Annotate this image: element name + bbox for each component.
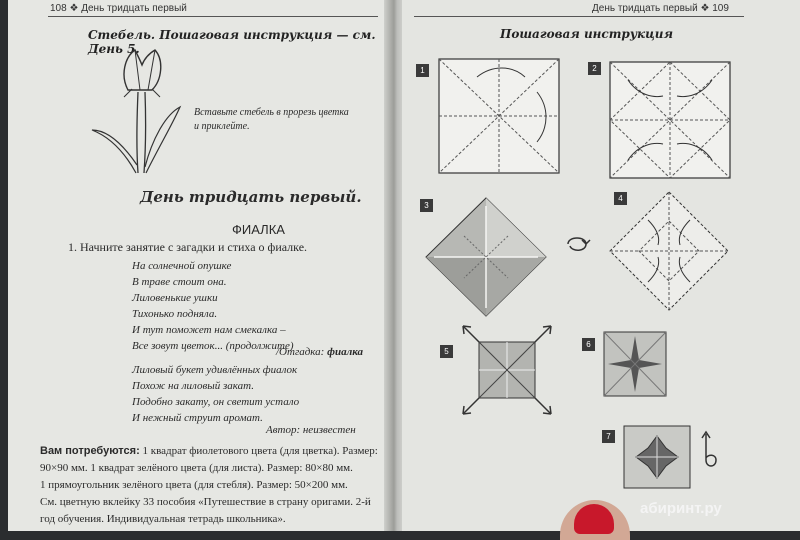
materials-line: год обучения. Индивидуальная тетрадь школьника».: [40, 513, 286, 525]
materials-line: См. цветную вклейку 33 пособия «Путешествие в страну оригами. 2-й: [40, 496, 371, 508]
step-number: 2: [588, 62, 601, 75]
stem-subtitle: Стебель. Пошаговая инструкция — см. День 5.: [88, 28, 376, 56]
header-separator: ❖: [700, 3, 710, 14]
riddle-line: Тихонько подняла.: [132, 308, 218, 320]
step-number: 1: [416, 64, 429, 77]
step-2-diagram: [608, 60, 732, 180]
step-6-diagram: [602, 330, 668, 398]
rotate-icon: [698, 430, 720, 470]
header-rule: [414, 16, 744, 17]
answer-label: /Отгадка:: [276, 346, 325, 358]
header-rule: [48, 16, 378, 17]
step-7-diagram: [622, 424, 692, 490]
materials-label: Вам потребуются:: [40, 445, 140, 457]
left-page: [8, 0, 392, 531]
materials-line: 1 прямоугольник зелёного цвета (для стебля). Размер: 50×200 мм.: [40, 479, 348, 491]
day-title: День тридцать первый.: [140, 188, 362, 206]
step-number: 5: [440, 345, 453, 358]
instruction-subtitle: Пошаговая инструкция: [500, 27, 674, 41]
lesson-title: ФИАЛКА: [232, 222, 285, 237]
riddle-line: Все зовут цветок... (продолжите): [132, 340, 294, 352]
step-number: 4: [614, 192, 627, 205]
answer-word: фиалка: [327, 346, 364, 358]
page-number: 109: [712, 3, 729, 14]
header-section: День тридцать первый: [592, 3, 698, 14]
left-page-header: [50, 3, 187, 14]
materials-line: 90×90 мм. 1 квадрат зелёного цвета (для листа). Размер: 80×80 мм.: [40, 462, 353, 474]
poem-author: Автор: неизвестен: [266, 424, 356, 436]
riddle-line: И тут поможет нам смекалка –: [132, 324, 286, 336]
step-4-diagram: [608, 190, 730, 312]
step-number: 3: [420, 199, 433, 212]
right-page-header: [592, 3, 729, 14]
riddle-line: Лиловенькие ушки: [132, 292, 218, 304]
tulip-illustration: [90, 45, 200, 180]
header-separator: ❖: [69, 3, 79, 14]
poem-line: Похож на лиловый закат.: [132, 380, 254, 392]
step-1-diagram: [437, 57, 562, 175]
step-1-text: 1. Начните занятие с загадки и стиха о фиалке.: [68, 240, 308, 254]
poem-line: И нежный струит аромат.: [132, 412, 263, 424]
poem-line: Лиловый букет удивлённых фиалок: [132, 364, 298, 376]
page-number: 108: [50, 3, 67, 14]
step-number: 6: [582, 338, 595, 351]
riddle-line: В траве стоит она.: [132, 276, 227, 288]
header-section: День тридцать первый: [81, 3, 187, 14]
caption-line-1: Вставьте стебель в прорезь цветка: [194, 107, 349, 118]
step-5-diagram: [457, 322, 557, 418]
turn-over-icon: [564, 232, 592, 256]
materials-text: 1 квадрат фиолетового цвета (для цветка). Размер:: [139, 445, 378, 457]
poem-line: Подобно закату, он светит устало: [132, 396, 300, 408]
watermark: абиринт.ру: [640, 500, 722, 517]
right-page: [402, 0, 800, 531]
step-3-diagram: [424, 196, 548, 318]
answer-line: [276, 346, 363, 358]
materials-line-1: [40, 445, 378, 457]
riddle-line: На солнечной опушке: [132, 260, 232, 272]
step-number: 7: [602, 430, 615, 443]
caption-line-2: и приклейте.: [194, 121, 250, 132]
